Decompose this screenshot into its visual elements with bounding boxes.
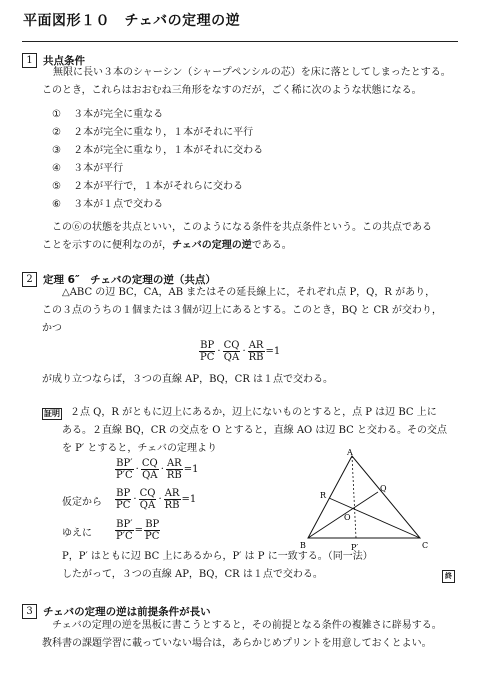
theorem-equation: $\frac{BP}{PC}$ · $\frac{CQ}{QA}$ · $\frac{AR}{RB}$ =1: [200, 340, 281, 363]
vertex-label-c: C: [422, 541, 429, 550]
list-item-text: ２本が完全に重なり，１本がそれに平行: [73, 127, 254, 138]
fraction: $\frac{CQ}{QA}$: [223, 340, 240, 363]
fraction: $\frac{BP}{PC}$: [116, 488, 131, 511]
fraction: $\frac{BP'}{P'C}$: [116, 519, 133, 542]
proof-line-5: したがって，３つの直線 AP，BQ，CR は１点で交わる。: [62, 569, 323, 580]
s3-line-1: チェバの定理の逆を黒板に書こうとすると，その前提となる条件の複雑さに辟易する。: [52, 620, 442, 631]
line-cr: [329, 498, 420, 538]
s1-outro-emphasis: チェバの定理の逆: [172, 240, 252, 251]
fraction: $\frac{BP'}{P'C}$: [116, 458, 133, 481]
list-item: [52, 162, 123, 176]
list-item: [52, 180, 243, 194]
triangle-figure: [296, 446, 436, 556]
proof-label: 証明: [44, 409, 60, 418]
list-item-mark: ②: [52, 127, 61, 138]
s1-outro-text: ことを示すのに便利なのが，: [42, 240, 172, 251]
fraction: $\frac{AR}{RB}$: [248, 340, 264, 363]
s3-line-2: 教科書の課題学習に載っていない場合は，あらかじめプリントを用意しておくとよい。: [42, 638, 432, 649]
theorem-line-2: この３点のうちの１個または３個が辺上にあるとする。このとき，BQ と CR が交わり，: [42, 305, 442, 316]
proof-equation-c: $\frac{BP'}{P'C}$ = $\frac{BP}{PC}$: [116, 519, 160, 542]
therefore-label: ゆえに: [62, 528, 92, 539]
fraction: $\frac{AR}{RB}$: [164, 488, 180, 511]
line-ap-dashed: [352, 456, 356, 538]
point-label-r: R: [320, 491, 327, 500]
proof-line-1: ２点 Q，R がともに辺上にあるか，辺上にないものとすると，点 P は辺 BC 上に: [70, 407, 437, 418]
s1-outro-text-end: である。: [251, 240, 292, 251]
list-item-text: ２本が平行で，１本がそれらに交わる: [73, 181, 243, 192]
vertex-label-b: B: [300, 541, 306, 550]
list-item: [52, 144, 263, 158]
list-item: [52, 126, 253, 140]
section-number-3: 3: [22, 604, 37, 619]
list-item-mark: ④: [52, 163, 61, 174]
proof-equation-b: $\frac{BP}{PC}$ · $\frac{CQ}{QA}$ · $\frac{AR}{RB}$ =1: [116, 488, 197, 511]
list-item-text: ２本が完全に重なり，１本がそれに交わる: [73, 145, 264, 156]
given-label: 仮定から: [62, 497, 102, 508]
list-item-mark: ③: [52, 145, 61, 156]
title-rule: [22, 41, 458, 42]
s1-intro-line-2: このとき，これらはおおむね三角形をなすのだが，ごく稀に次のような状態になる。: [42, 85, 422, 96]
section-number-2: 2: [22, 272, 37, 287]
proof-line-2: ある。２直線 BQ，CR の交点を O とすると，直線 AO は辺 BC と交わる。その交点: [62, 425, 447, 436]
section-2-heading: 定理 6″ チェバの定理の逆（共点）: [43, 274, 216, 286]
vertex-label-a: A: [347, 448, 353, 457]
s1-outro-line-1: この⑥の状態を共点といい，このようになる条件を共点条件という。この共点である: [52, 222, 432, 233]
fraction: $\frac{CQ}{QA}$: [141, 458, 158, 481]
theorem-line-3: かつ: [42, 323, 62, 334]
fraction: $\frac{AR}{RB}$: [166, 458, 182, 481]
section-number-1: 1: [22, 53, 37, 68]
list-item-text: ３本が完全に重なる: [73, 109, 164, 120]
point-label-q: Q: [380, 484, 387, 493]
s1-outro-line-2: [42, 239, 292, 253]
point-label-p: P′: [351, 543, 359, 552]
list-item-mark: ①: [52, 109, 61, 120]
section-1-heading: 共点条件: [43, 55, 85, 67]
s1-intro-line-1: 無限に長い３本のシャーシン（シャープペンシルの芯）を床に落としてしまったとする。: [53, 67, 451, 78]
proof-line-3: を P′ とすると，チェバの定理より: [62, 443, 218, 454]
theorem-conclusion: が成り立つならば，３つの直線 AP，BQ，CR は１点で交わる。: [42, 374, 334, 385]
theorem-line-1: △ABC の辺 BC，CA，AB またはその延長線上に，それぞれ点 P，Q，R があり，: [62, 287, 436, 298]
fraction: $\frac{CQ}{QA}$: [139, 488, 156, 511]
list-item-mark: ⑥: [52, 199, 61, 210]
end-of-proof-mark: 終: [442, 570, 455, 583]
point-label-o: O: [344, 513, 351, 522]
page-title: 平面図形１０ チェバの定理の逆: [23, 13, 241, 29]
list-item-text: ３本が１点で交わる: [73, 199, 164, 210]
list-item-text: ３本が平行: [73, 163, 124, 174]
list-item-mark: ⑤: [52, 181, 61, 192]
fraction: $\frac{BP}{PC}$: [145, 519, 160, 542]
proof-line-4: P，P′ はともに辺 BC 上にあるから，P′ は P に一致する。（同一法）: [62, 551, 373, 562]
proof-equation-a: $\frac{BP'}{P'C}$ · $\frac{CQ}{QA}$ · $\frac{AR}{RB}$ =1: [116, 458, 199, 481]
list-item: [52, 198, 163, 212]
fraction: $\frac{BP}{PC}$: [200, 340, 215, 363]
section-3-heading: チェバの定理の逆は前提条件が長い: [43, 606, 211, 618]
list-item: [52, 108, 163, 122]
